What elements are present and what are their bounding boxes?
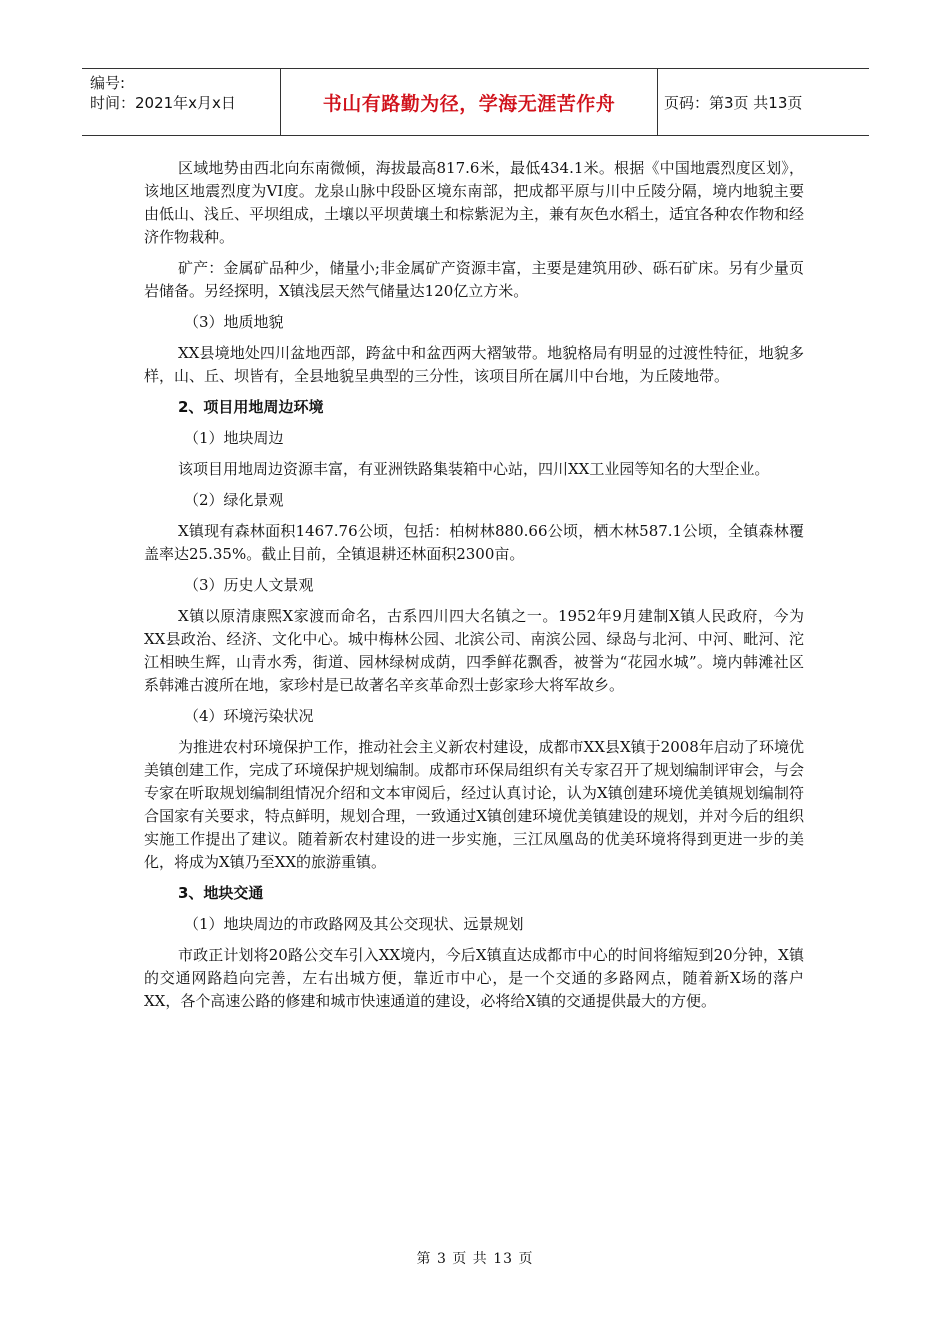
paragraph-minerals: 矿产：金属矿品种少，储量小;非金属矿产资源丰富，主要是建筑用砂、砾石矿床。另有少量页岩储备。另经探明，X镇浅层天然气储量达120亿立方米。 [144, 259, 804, 300]
subheading-road-network: （1）地块周边的市政路网及其公交现状、远景规划 [184, 915, 524, 933]
paragraph-history: X镇以原清康熙X家渡而命名，古系四川四大名镇之一。1952年9月建制X镇人民政府，今为XX县政治、经济、文化中心。城中梅林公园、北滨公司、南滨公园、绿岛与北河、中河、毗河、沱江相映生辉，山青水秀，街道、园林绿树成荫，四季鲜花飘香，被誉为“花园水城”。境内韩滩社区系韩滩古渡所在地，家珍村是已故著名辛亥革命烈士彭家珍大将军故乡。 [144, 607, 804, 694]
paragraph-terrain: 区域地势由西北向东南微倾，海拔最高817.6米，最低434.1米。根据《中国地震烈度区划》，该地区地震烈度为VI度。龙泉山脉中段卧区境东南部，把成都平原与川中丘陵分隔，境内地貌主要由低山、浅丘、平坝组成，土壤以平坝黄壤土和棕紫泥为主，兼有灰色水稻土，适宜各种农作物和经济作物栽种。 [144, 159, 805, 246]
page-footer-number: 第 3 页 共 13 页 [416, 1251, 534, 1267]
paragraph-geology: XX县境地处四川盆地西部，跨盆中和盆西两大褶皱带。地貌格局有明显的过渡性特征，地貌多样，山、丘、坝皆有，全县地貌呈典型的三分性，该项目所在属川中台地，为丘陵地带。 [144, 344, 804, 385]
section-heading-traffic: 3、地块交通 [178, 884, 264, 902]
header-meta [82, 69, 280, 135]
paragraph-block-surroundings: 该项目用地周边资源丰富，有亚洲铁路集装箱中心站，四川XX工业园等知名的大型企业。 [178, 460, 770, 478]
paragraph-road-network: 市政正计划将20路公交车引入XX境内，今后X镇直达成都市中心的时间将缩短到20分钟，X镇的交通网路趋向完善，左右出城方便，靠近市中心，是一个交通的多路网点，随着新X场的落户XX，各个高速公路的修建和城市快速通道的建设，必将给X镇的交通提供最大的方便。 [144, 946, 804, 1010]
subheading-pollution: （4）环境污染状况 [184, 707, 314, 725]
subheading-geology: （3）地质地貌 [184, 313, 284, 331]
document-number-label: 编号: [90, 74, 126, 92]
document-body [144, 157, 804, 1021]
subheading-block-surroundings: （1）地块周边 [184, 429, 284, 447]
subheading-history: （3）历史人文景观 [184, 576, 314, 594]
section-heading-surroundings: 2、项目用地周边环境 [178, 398, 324, 416]
page-header [82, 68, 869, 136]
subheading-greenery: （2）绿化景观 [184, 491, 284, 509]
paragraph-pollution: 为推进农村环境保护工作，推动社会主义新农村建设，成都市XX县X镇于2008年启动了环境优美镇创建工作，完成了环境保护规划编制。成都市环保局组织有关专家召开了规划编制评审会，与会专家在听取规划编制组情况介绍和文本审阅后，经过认真讨论，认为X镇创建环境优美镇规划编制符合国家有关要求，特点鲜明，规划合理，一致通过X镇创建环境优美镇建设的规划，并对今后的组织实施工作提出了建议。随着新农村建设的进一步实施，三江凤凰岛的优美环境将得到更进一步的美化，将成为X镇乃至XX的旅游重镇。 [144, 738, 805, 871]
document-date: 时间：2021年x月x日 [90, 94, 236, 112]
header-motto: 书山有路勤为径，学海无涯苦作舟 [280, 69, 658, 135]
paragraph-greenery: X镇现有森林面积1467.76公顷，包括：柏树林880.66公顷，栖木林587.1公顷，全镇森林覆盖率达25.35%。截止目前，全镇退耕还林面积2300亩。 [144, 522, 804, 563]
header-page-info: 页码：第3页 共13页 [664, 93, 803, 112]
